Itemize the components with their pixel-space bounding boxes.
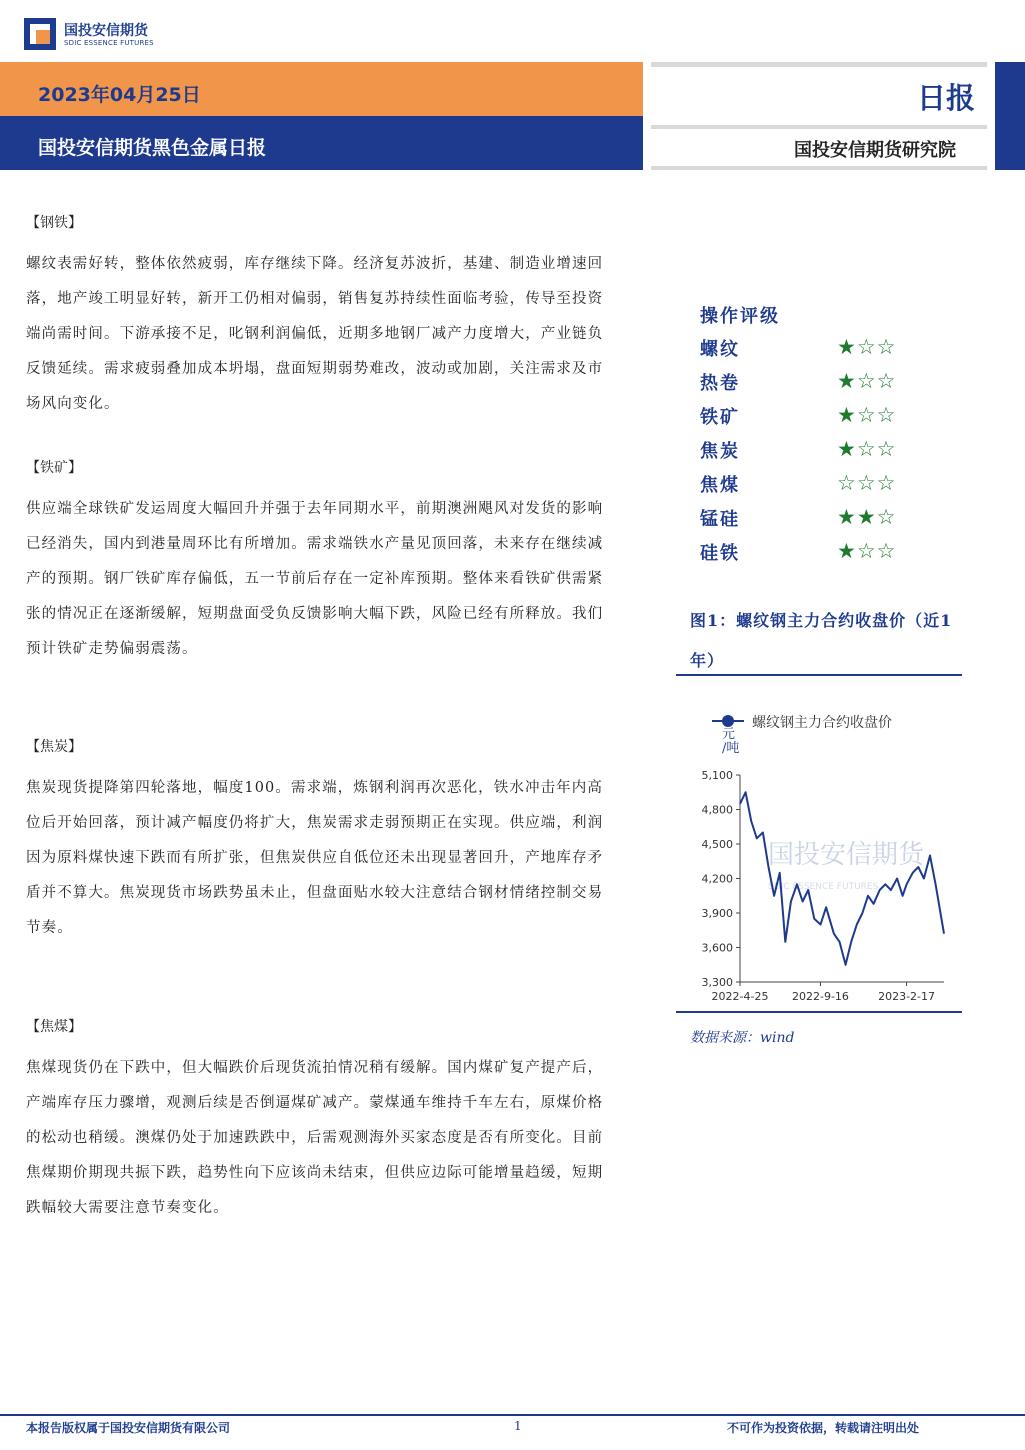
legend-label: 螺纹钢主力合约收盘价: [752, 715, 892, 731]
header-divider: [651, 166, 987, 170]
institute-name: 国投安信期货研究院: [794, 140, 956, 161]
section-coking-coal: [26, 1017, 604, 1226]
footer-copyright: 本报告版权属于国投安信期货有限公司: [26, 1421, 231, 1435]
rating-stars-icon: ★☆☆: [837, 335, 897, 359]
y-tick-label: 4,800: [701, 803, 733, 817]
y-tick-label: 3,600: [701, 941, 733, 955]
rating-product: 锰硅: [700, 509, 740, 530]
rating-product: 铁矿: [700, 407, 740, 428]
x-tick-label: 2023-2-17: [878, 990, 936, 1003]
y-tick-label: 4,200: [701, 872, 733, 886]
rating-product: 焦炭: [700, 441, 740, 462]
page-number: 1: [514, 1419, 522, 1433]
y-tick-label: 4,500: [701, 838, 733, 851]
rating-title: 操作评级: [700, 306, 780, 327]
y-tick-label: 3,300: [701, 976, 733, 989]
report-date: 2023年04月25日: [38, 84, 201, 106]
rating-product: 热卷: [700, 373, 740, 394]
rating-stars-icon: ★☆☆: [837, 539, 897, 563]
logo-mark-icon: [24, 18, 56, 50]
section-body: 焦煤现货仍在下跌中，但大幅跌价后现货流拍情况稍有缓解。国内煤矿复产提产后，产端库存压力骤增，观测后续是否倒逼煤矿减产。蒙煤通车维持千车左右，原煤价格的松动也稍缓。澳煤仍处于加速跌跌中，后需观测海外买家态度是否有所变化。目前焦煤期价期现共振下跌，趋势性向下应该尚未结束，但供应边际可能增量趋缓，短期跌幅较大需要注意节奏变化。: [26, 1060, 604, 1216]
section-body: 螺纹表需好转，整体依然疲弱，库存继续下降。经济复苏波折，基建、制造业增速回落，地产竣工明显好转，新开工仍相对偏弱，销售复苏持续性面临考验，传导至投资端尚需时间。下游承接不足，叱钢利润偏低，近期多地钢厂减产力度增大，产业链负反馈延续。需求疲弱叠加成本坍塌，盘面短期弱势难改，波动或加剧，关注需求及市场风向变化。: [26, 256, 604, 412]
rating-stars-icon: ★☆☆: [837, 437, 897, 461]
footer-divider: [0, 1414, 1025, 1416]
rating-row: [700, 335, 920, 361]
logo-text-en: SDIC ESSENCE FUTURES: [64, 39, 154, 47]
y-unit-label: 元: [722, 727, 736, 742]
header-divider: [651, 62, 987, 67]
series-line: [740, 792, 944, 965]
rating-row: [700, 437, 920, 463]
x-tick-label: 2022-4-25: [711, 990, 769, 1003]
chart-watermark-en: SDIC ESSENCE FUTURES: [768, 882, 879, 892]
y-unit-label: /吨: [722, 741, 740, 756]
report-title: 国投安信期货黑色金属日报: [38, 137, 267, 159]
report-type: 日报: [917, 81, 976, 115]
logo-text-cn: 国投安信期货: [64, 23, 148, 39]
figure-divider: [676, 674, 962, 676]
rating-stars-icon: ☆☆☆: [837, 471, 897, 495]
section-title: 【焦煤】: [26, 1019, 82, 1035]
rating-stars-icon: ★★☆: [837, 505, 897, 529]
rating-stars-icon: ★☆☆: [837, 403, 897, 427]
rating-product: 焦煤: [700, 475, 740, 496]
rating-row: [700, 505, 920, 531]
section-steel: [26, 213, 604, 422]
legend-marker-icon: [722, 715, 734, 727]
rating-product: 螺纹: [700, 339, 740, 360]
y-tick-label: 5,100: [701, 769, 733, 782]
rating-product: 硅铁: [700, 543, 740, 564]
header-divider: [651, 125, 987, 129]
rating-stars-icon: ★☆☆: [837, 369, 897, 393]
footer-disclaimer: 不可作为投资依据，转载请注明出处: [727, 1421, 920, 1435]
rating-row: [700, 539, 920, 565]
figure-divider: [676, 1011, 962, 1013]
x-tick-label: 2022-9-16: [792, 990, 849, 1003]
y-tick-label: 3,900: [701, 907, 733, 920]
section-iron-ore: [26, 458, 604, 667]
section-body: 供应端全球铁矿发运周度大幅回升并强于去年同期水平，前期澳洲飓风对发货的影响已经消失，国内到港量周环比有所增加。需求端铁水产量见顶回落，未来存在继续减产的预期。钢厂铁矿库存偏低，五一节前后存在一定补库预期。整体来看铁矿供需紧张的情况正在逐渐缓解，短期盘面受负反馈影响大幅下跌，风险已经有所释放。我们预计铁矿走势偏弱震荡。: [26, 501, 604, 657]
section-title: 【焦炭】: [26, 739, 82, 755]
price-line-chart: [676, 700, 962, 1010]
rating-row: [700, 369, 920, 395]
section-body: 焦炭现货提降第四轮落地，幅度100。需求端，炼钢利润再次恶化，铁水冲击年内高位后开始回落，预计减产幅度仍将扩大，焦炭需求走弱预期正在实现。供应端，利润因为原料煤快速下跌而有所扩张，但焦炭供应自低位还未出现显著回升，产地库存矛盾并不算大。焦炭现货市场跌势虽未止，但盘面贴水较大注意结合钢材情绪控制交易节奏。: [26, 780, 604, 936]
chart-watermark: 国投安信期货: [768, 840, 925, 870]
section-title: 【钢铁】: [26, 215, 82, 231]
section-title: 【铁矿】: [26, 460, 82, 476]
data-source: 数据来源：wind: [690, 1030, 795, 1046]
rating-row: [700, 471, 920, 497]
section-coke: [26, 737, 604, 946]
header-accent-bar: [995, 62, 1025, 170]
figure-title: 图1：螺纹钢主力合约收盘价（近1年）: [690, 611, 953, 670]
rating-row: [700, 403, 920, 429]
